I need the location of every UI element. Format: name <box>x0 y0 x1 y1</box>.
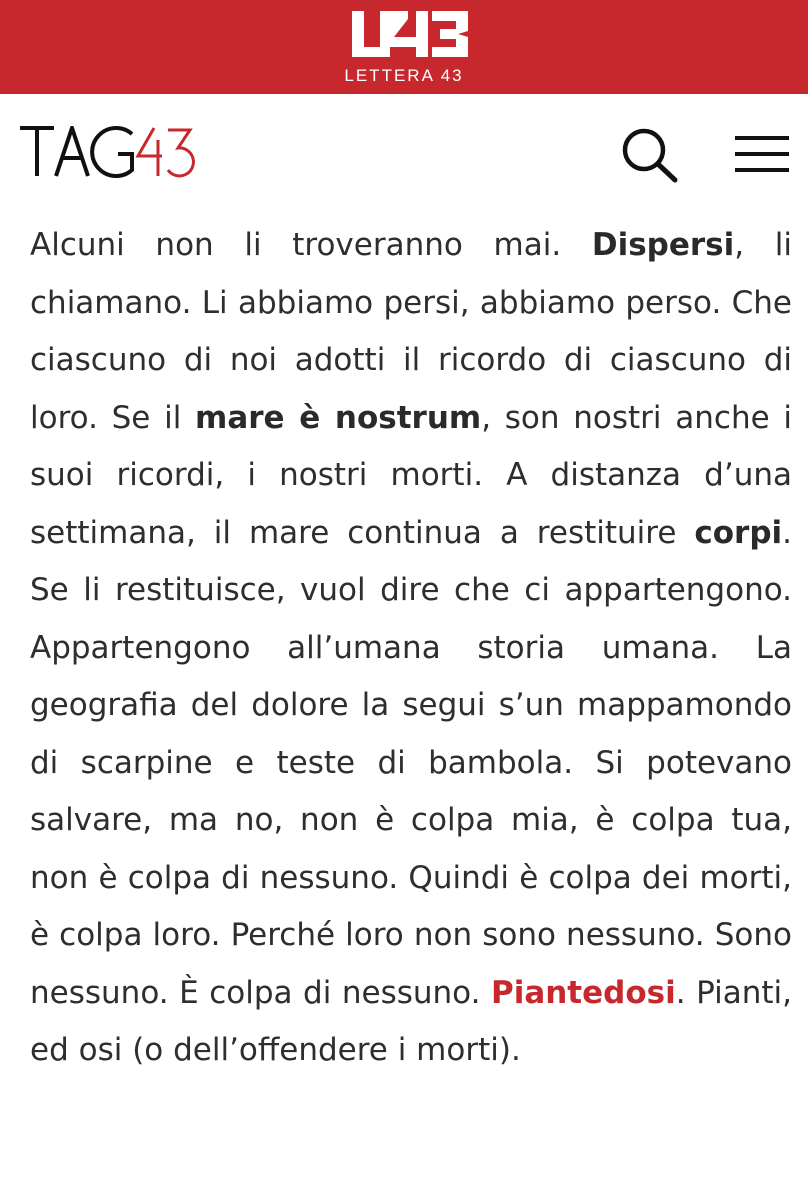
search-button[interactable] <box>618 124 682 184</box>
hamburger-menu-icon <box>732 132 792 176</box>
search-icon <box>618 124 682 184</box>
article-text: . Se li restituisce, vuol dire che ci appartengono. Appartengono all’umana storia umana. La geografia del dolore la segui s’un mappamondo di scarpine e teste di bambola. Si potevano salvare, ma no, non è colpa mia, è colpa tua, non è colpa di nessuno. Quindi è colpa dei morti, è colpa loro. Perché loro non sono nessuno. Sono nessuno. È colpa di nessuno. <box>30 514 792 1011</box>
lettera43-logo-mark[interactable] <box>350 9 470 59</box>
article-paragraph <box>30 217 792 1080</box>
menu-button[interactable] <box>732 132 792 176</box>
tag43-logo[interactable] <box>20 126 196 178</box>
lettera43-logo-text: LETTERA 43 <box>344 66 464 85</box>
article-text: , li chiamano. Li abbiamo persi, abbiamo perso. Che ciascuno di noi adotti il ricordo di ciascuno di loro. Se il <box>30 227 793 436</box>
article-text: . Pianti, ed osi (o dell’offendere i morti). <box>30 974 792 1068</box>
bold-term-mare-nostrum: mare è nostrum <box>195 399 482 436</box>
article-text: Alcuni non li troveranno mai. <box>30 227 592 263</box>
article-body <box>30 217 792 1080</box>
bold-term-corpi: corpi <box>694 514 783 551</box>
article-text: , son nostri anche i suoi ricordi, i nostri morti. A distanza d’una settimana, il mare continua a restituire <box>30 399 792 551</box>
tag-link-piantedosi[interactable]: Piantedosi <box>490 974 676 1011</box>
bold-term-dispersi: Dispersi <box>591 227 735 263</box>
site-header <box>0 94 808 217</box>
top-brand-bar <box>0 0 808 94</box>
